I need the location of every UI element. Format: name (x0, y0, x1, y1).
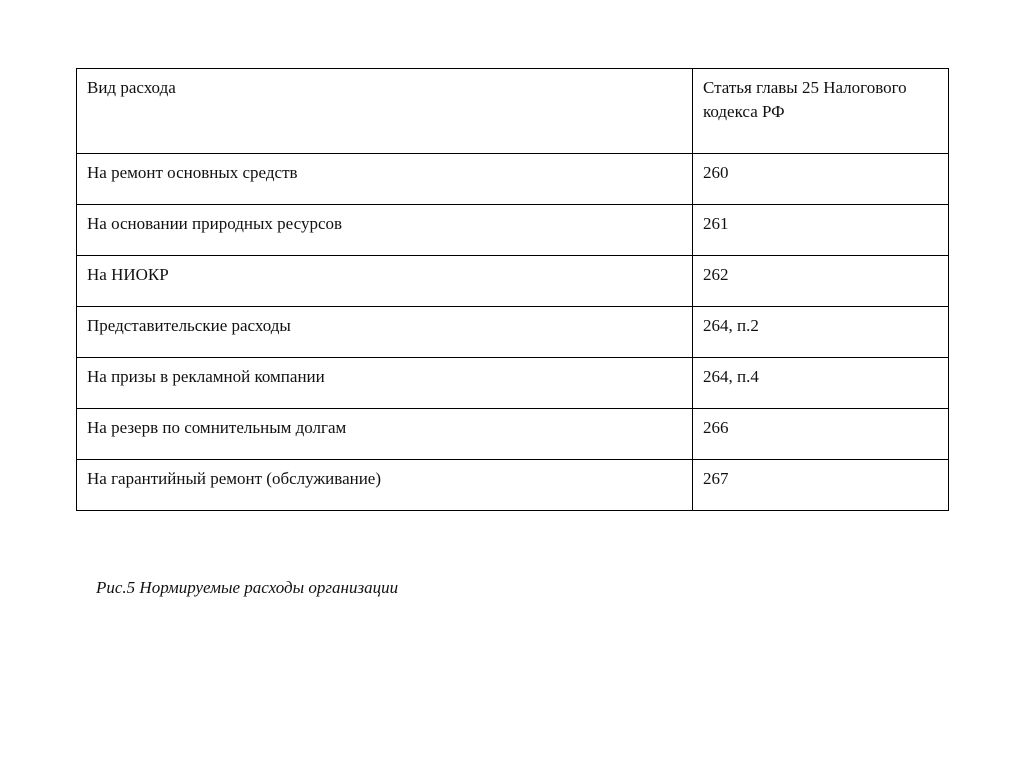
expense-type-cell: Представительские расходы (77, 307, 693, 358)
expenses-table (76, 68, 949, 511)
expense-type-cell: На гарантийный ремонт (обслуживание) (77, 460, 693, 511)
article-cell: 261 (693, 205, 949, 256)
expense-type-cell: На призы в рекламной компании (77, 358, 693, 409)
expense-type-cell: На основании природных ресурсов (77, 205, 693, 256)
table-row (77, 256, 949, 307)
table-row (77, 409, 949, 460)
header-expense-type: Вид расхода (77, 69, 693, 154)
article-cell: 260 (693, 154, 949, 205)
article-cell: 264, п.2 (693, 307, 949, 358)
table-row (77, 205, 949, 256)
expense-type-cell: На НИОКР (77, 256, 693, 307)
expense-type-cell: На резерв по сомнительным долгам (77, 409, 693, 460)
expense-type-cell: На ремонт основных средств (77, 154, 693, 205)
article-cell: 267 (693, 460, 949, 511)
header-tax-code-article: Статья главы 25 Налогового кодекса РФ (693, 69, 949, 154)
table-row (77, 460, 949, 511)
table-row (77, 154, 949, 205)
figure-caption: Рис.5 Нормируемые расходы организации (96, 578, 399, 597)
expenses-table-container (76, 68, 948, 511)
table-row (77, 358, 949, 409)
article-cell: 266 (693, 409, 949, 460)
table-header-row (77, 69, 949, 154)
table-row (77, 307, 949, 358)
article-cell: 262 (693, 256, 949, 307)
article-cell: 264, п.4 (693, 358, 949, 409)
